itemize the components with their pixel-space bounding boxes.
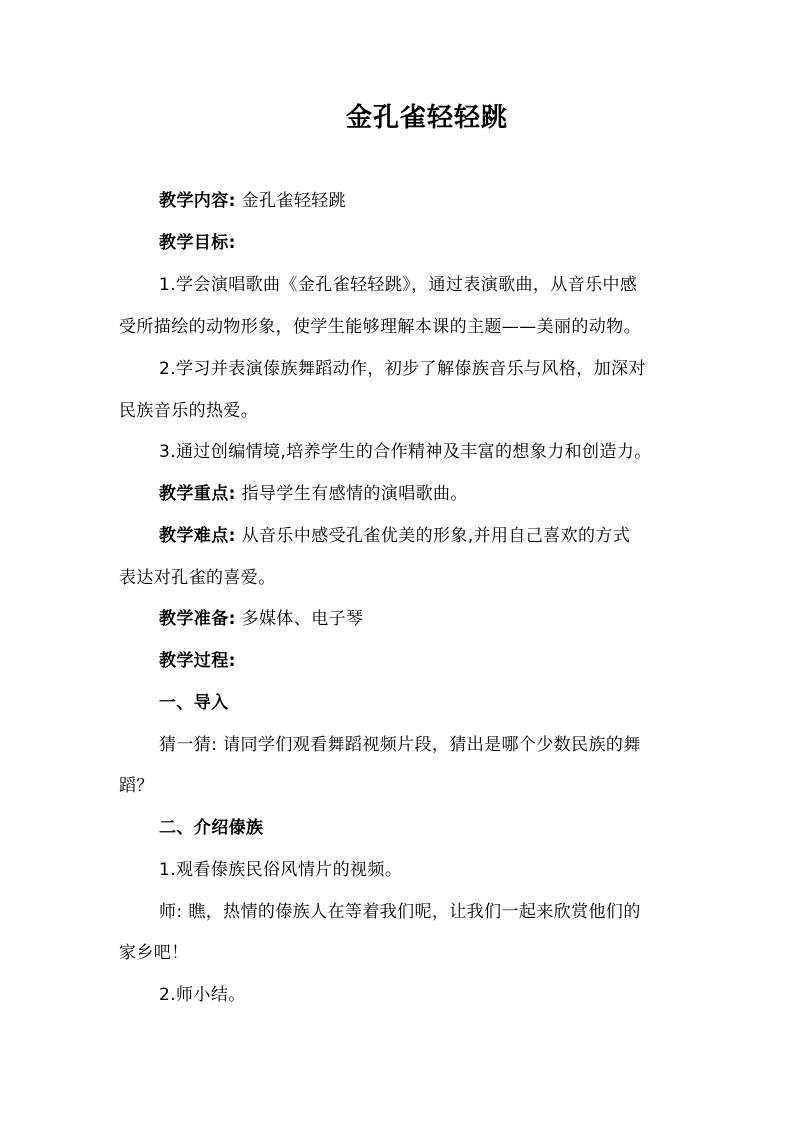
teaching-difficulty-line-1: 从音乐中感受孔雀优美的形象,并用自己喜欢的方式 [241,526,631,546]
goal-2-line-2: 民族音乐的热爱。 [119,401,259,421]
teaching-key-label: 教学重点: [159,484,236,504]
goal-1-line-1: 1.学会演唱歌曲《金孔雀轻轻跳》，通过表演歌曲，从音乐中感 [159,275,638,295]
section-2-item-1: 1.观看傣族民俗风情片的视频。 [159,860,403,880]
teaching-difficulty-row [159,524,630,548]
section-2-heading: 二、介绍傣族 [159,818,264,838]
teaching-process-label: 教学过程: [159,651,236,671]
teaching-content-row [159,189,346,213]
teacher-line-1: 师: 瞧，热情的傣族人在等着我们呢，让我们一起来欣赏他们的 [159,902,641,922]
goal-2-line-1: 2.学习并表演傣族舞蹈动作，初步了解傣族音乐与风格，加深对 [159,359,646,379]
teaching-key-value: 指导学生有感情的演唱歌曲。 [241,484,468,504]
document-title: 金孔雀轻轻跳 [345,103,508,133]
teaching-goals-label: 教学目标: [159,233,236,253]
section-2-item-2: 2.师小结。 [159,985,246,1005]
teaching-content-value: 金孔雀轻轻跳 [241,191,347,211]
teaching-prep-row [159,607,363,631]
section-1-heading: 一、导入 [159,693,229,713]
goal-3: 3.通过创编情境,培养学生的合作精神及丰富的想象力和创造力。 [159,442,652,462]
section-1-line-1: 猜一猜: 请同学们观看舞蹈视频片段，猜出是哪个少数民族的舞 [159,735,641,755]
teaching-key-row [159,482,468,506]
goal-1-line-2: 受所描绘的动物形象，使学生能够理解本课的主题——美丽的动物。 [119,317,641,337]
teaching-content-label: 教学内容: [159,191,236,211]
teaching-difficulty-label: 教学难点: [159,526,236,546]
teacher-line-2: 家乡吧！ [119,943,189,963]
teaching-difficulty-line-2: 表达对孔雀的喜爱。 [119,568,276,588]
teaching-prep-label: 教学准备: [159,609,236,629]
teaching-prep-value: 多媒体、电子琴 [241,609,364,629]
section-1-line-2: 蹈？ [119,776,154,796]
